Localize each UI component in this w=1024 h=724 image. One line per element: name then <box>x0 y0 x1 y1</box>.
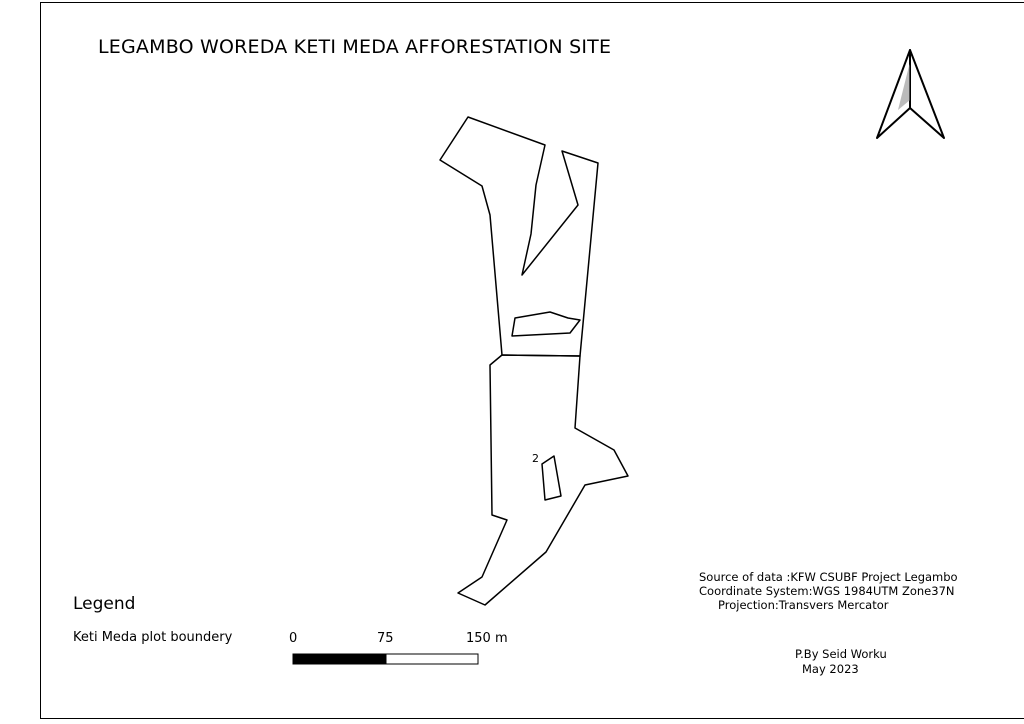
north-arrow-icon <box>877 50 944 138</box>
scale-bar <box>293 654 478 664</box>
legend-item: Keti Meda plot boundery <box>73 630 233 645</box>
legend-title: Legend <box>73 594 136 614</box>
source-text: Source of data :KFW CSUBF Project Legambo <box>699 570 958 584</box>
projection-text: Projection:Transvers Mercator <box>718 598 889 612</box>
plot-boundary-north <box>440 117 598 356</box>
plot-hole-1 <box>512 312 580 336</box>
scale-label-0: 0 <box>289 631 298 646</box>
author-text: P.By Seid Worku <box>795 647 887 661</box>
map-title: LEGAMBO WOREDA KETI MEDA AFFORESTATION SITE <box>98 36 612 58</box>
date-text: May 2023 <box>802 662 859 676</box>
scale-label-150: 150 m <box>466 631 508 646</box>
plot-hole-2 <box>542 456 561 500</box>
plot-number-label: 2 <box>532 452 539 465</box>
scale-label-75: 75 <box>377 631 394 646</box>
coordinate-system-text: Coordinate System:WGS 1984UTM Zone37N <box>699 584 955 598</box>
